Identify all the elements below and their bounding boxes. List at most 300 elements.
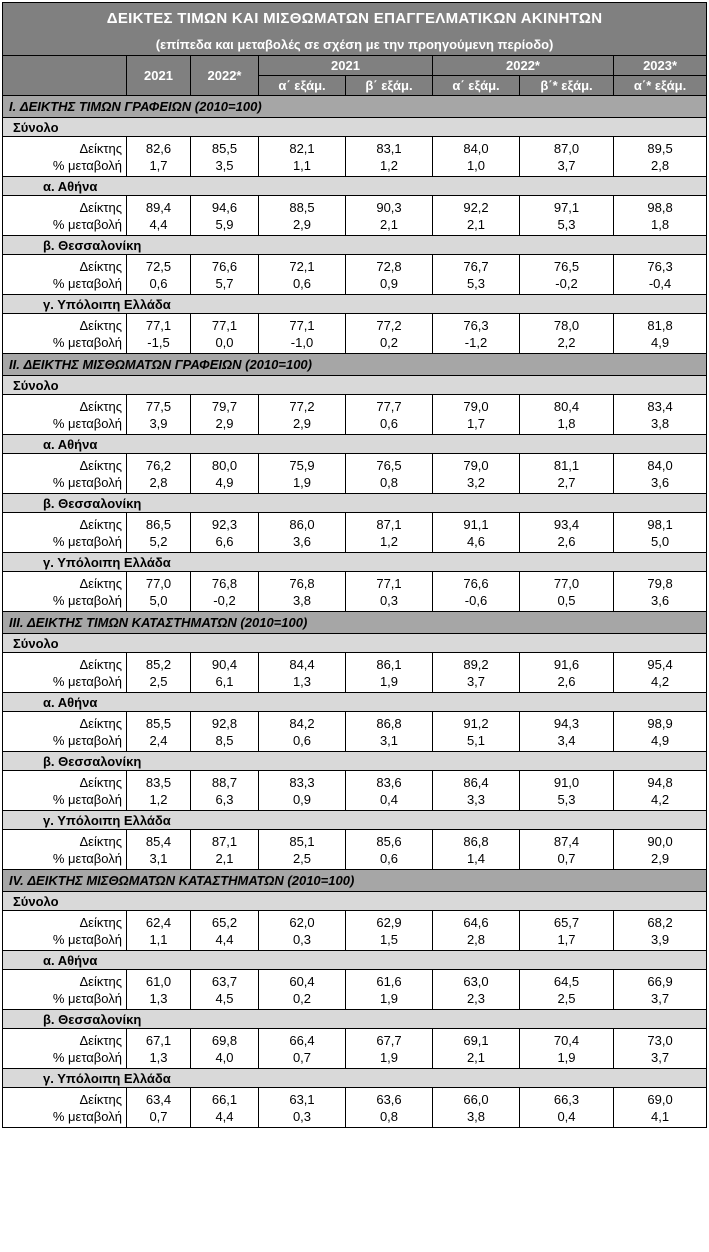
value-cell: 2,9 bbox=[191, 415, 259, 435]
value-cell: 3,8 bbox=[259, 592, 346, 612]
value-cell: 87,1 bbox=[191, 830, 259, 851]
row-label: Δείκτης bbox=[3, 911, 127, 932]
value-cell: 92,8 bbox=[191, 712, 259, 733]
value-cell: 0,7 bbox=[520, 850, 614, 870]
value-cell: 78,0 bbox=[520, 314, 614, 335]
value-cell: 1,9 bbox=[346, 990, 433, 1010]
change-row bbox=[3, 791, 707, 811]
header-group-2022: 2022* bbox=[433, 56, 614, 76]
row-label: Δείκτης bbox=[3, 653, 127, 674]
value-cell: 89,2 bbox=[433, 653, 520, 674]
value-cell: 85,1 bbox=[259, 830, 346, 851]
value-cell: 8,5 bbox=[191, 732, 259, 752]
value-cell: 5,3 bbox=[433, 275, 520, 295]
value-cell: 2,3 bbox=[433, 990, 520, 1010]
value-cell: 3,6 bbox=[259, 533, 346, 553]
value-cell: 66,3 bbox=[520, 1088, 614, 1109]
value-cell: 1,8 bbox=[520, 415, 614, 435]
index-row bbox=[3, 314, 707, 335]
value-cell: 94,3 bbox=[520, 712, 614, 733]
row-label: Δείκτης bbox=[3, 137, 127, 158]
value-cell: 3,8 bbox=[433, 1108, 520, 1128]
region-name: α. Αθήνα bbox=[3, 693, 707, 712]
value-cell: 1,7 bbox=[127, 157, 191, 177]
row-label: % μεταβολή bbox=[3, 157, 127, 177]
value-cell: 88,5 bbox=[259, 196, 346, 217]
value-cell: 85,2 bbox=[127, 653, 191, 674]
index-row bbox=[3, 1029, 707, 1050]
value-cell: 4,0 bbox=[191, 1049, 259, 1069]
row-label: Δείκτης bbox=[3, 196, 127, 217]
value-cell: 87,4 bbox=[520, 830, 614, 851]
value-cell: 0,4 bbox=[346, 791, 433, 811]
value-cell: -1,0 bbox=[259, 334, 346, 354]
value-cell: 91,0 bbox=[520, 771, 614, 792]
change-row bbox=[3, 1049, 707, 1069]
value-cell: 90,0 bbox=[614, 830, 707, 851]
value-cell: 63,1 bbox=[259, 1088, 346, 1109]
value-cell: 5,0 bbox=[127, 592, 191, 612]
change-row bbox=[3, 850, 707, 870]
value-cell: 1,8 bbox=[614, 216, 707, 236]
value-cell: 2,8 bbox=[614, 157, 707, 177]
value-cell: 89,5 bbox=[614, 137, 707, 158]
value-cell: 77,5 bbox=[127, 395, 191, 416]
value-cell: 2,4 bbox=[127, 732, 191, 752]
value-cell: 0,5 bbox=[520, 592, 614, 612]
value-cell: 0,2 bbox=[346, 334, 433, 354]
value-cell: 85,6 bbox=[346, 830, 433, 851]
value-cell: 0,6 bbox=[259, 732, 346, 752]
index-row bbox=[3, 911, 707, 932]
value-cell: 79,0 bbox=[433, 395, 520, 416]
row-label: Δείκτης bbox=[3, 395, 127, 416]
value-cell: 72,1 bbox=[259, 255, 346, 276]
header-year-2021: 2021 bbox=[127, 56, 191, 96]
change-row bbox=[3, 592, 707, 612]
value-cell: 98,9 bbox=[614, 712, 707, 733]
value-cell: 0,6 bbox=[259, 275, 346, 295]
row-label: % μεταβολή bbox=[3, 415, 127, 435]
value-cell: 76,5 bbox=[346, 454, 433, 475]
region-row bbox=[3, 553, 707, 572]
change-row bbox=[3, 673, 707, 693]
row-label: Δείκτης bbox=[3, 771, 127, 792]
value-cell: 70,4 bbox=[520, 1029, 614, 1050]
value-cell: 1,4 bbox=[433, 850, 520, 870]
region-row bbox=[3, 118, 707, 137]
change-row bbox=[3, 334, 707, 354]
change-row bbox=[3, 275, 707, 295]
region-name: γ. Υπόλοιπη Ελλάδα bbox=[3, 553, 707, 572]
row-label: Δείκτης bbox=[3, 255, 127, 276]
value-cell: 85,4 bbox=[127, 830, 191, 851]
region-name: α. Αθήνα bbox=[3, 951, 707, 970]
value-cell: 97,1 bbox=[520, 196, 614, 217]
section-row bbox=[3, 354, 707, 376]
value-cell: 76,6 bbox=[191, 255, 259, 276]
value-cell: 64,5 bbox=[520, 970, 614, 991]
row-label: % μεταβολή bbox=[3, 474, 127, 494]
table-body bbox=[3, 96, 707, 1128]
value-cell: 66,4 bbox=[259, 1029, 346, 1050]
value-cell: 94,6 bbox=[191, 196, 259, 217]
row-label: Δείκτης bbox=[3, 970, 127, 991]
value-cell: 4,4 bbox=[191, 1108, 259, 1128]
value-cell: 1,9 bbox=[259, 474, 346, 494]
value-cell: 3,1 bbox=[346, 732, 433, 752]
value-cell: 75,9 bbox=[259, 454, 346, 475]
value-cell: 66,0 bbox=[433, 1088, 520, 1109]
price-index-table-container bbox=[2, 2, 706, 1128]
row-label: Δείκτης bbox=[3, 572, 127, 593]
region-row bbox=[3, 494, 707, 513]
header-group-2021: 2021 bbox=[259, 56, 433, 76]
value-cell: 62,9 bbox=[346, 911, 433, 932]
value-cell: 2,9 bbox=[259, 415, 346, 435]
value-cell: 4,4 bbox=[191, 931, 259, 951]
value-cell: 1,3 bbox=[127, 1049, 191, 1069]
table-subtitle: (επίπεδα και μεταβολές σε σχέση με την προηγούμενη περίοδο) bbox=[3, 33, 707, 56]
value-cell: 83,5 bbox=[127, 771, 191, 792]
value-cell: 61,6 bbox=[346, 970, 433, 991]
value-cell: 84,0 bbox=[433, 137, 520, 158]
row-label: Δείκτης bbox=[3, 830, 127, 851]
header-h2-2021: β΄ εξάμ. bbox=[346, 76, 433, 96]
index-row bbox=[3, 255, 707, 276]
value-cell: 83,3 bbox=[259, 771, 346, 792]
value-cell: 1,2 bbox=[346, 157, 433, 177]
value-cell: 76,3 bbox=[433, 314, 520, 335]
region-name: Σύνολο bbox=[3, 376, 707, 395]
value-cell: 98,1 bbox=[614, 513, 707, 534]
value-cell: 1,9 bbox=[346, 673, 433, 693]
value-cell: 64,6 bbox=[433, 911, 520, 932]
value-cell: 1,1 bbox=[127, 931, 191, 951]
value-cell: 84,4 bbox=[259, 653, 346, 674]
value-cell: 5,3 bbox=[520, 216, 614, 236]
value-cell: 76,5 bbox=[520, 255, 614, 276]
table-title: ΔΕΙΚΤΕΣ ΤΙΜΩΝ ΚΑΙ ΜΙΣΘΩΜΑΤΩΝ ΕΠΑΓΓΕΛΜΑΤΙΚΩΝ ΑΚΙΝΗΤΩΝ bbox=[3, 3, 707, 34]
value-cell: 1,9 bbox=[520, 1049, 614, 1069]
value-cell: 3,7 bbox=[614, 1049, 707, 1069]
value-cell: 73,0 bbox=[614, 1029, 707, 1050]
value-cell: 0,3 bbox=[346, 592, 433, 612]
value-cell: 82,1 bbox=[259, 137, 346, 158]
value-cell: 77,0 bbox=[520, 572, 614, 593]
index-row bbox=[3, 513, 707, 534]
value-cell: 86,8 bbox=[346, 712, 433, 733]
value-cell: 0,7 bbox=[127, 1108, 191, 1128]
region-row bbox=[3, 295, 707, 314]
row-label: % μεταβολή bbox=[3, 732, 127, 752]
value-cell: 0,2 bbox=[259, 990, 346, 1010]
value-cell: 0,8 bbox=[346, 1108, 433, 1128]
row-label: % μεταβολή bbox=[3, 791, 127, 811]
value-cell: -0,2 bbox=[520, 275, 614, 295]
value-cell: 4,5 bbox=[191, 990, 259, 1010]
value-cell: 87,1 bbox=[346, 513, 433, 534]
header-h2-2022: β΄* εξάμ. bbox=[520, 76, 614, 96]
region-name: β. Θεσσαλονίκη bbox=[3, 752, 707, 771]
value-cell: 61,0 bbox=[127, 970, 191, 991]
value-cell: 0,7 bbox=[259, 1049, 346, 1069]
value-cell: 62,0 bbox=[259, 911, 346, 932]
index-row bbox=[3, 771, 707, 792]
index-row bbox=[3, 970, 707, 991]
price-index-table bbox=[2, 2, 707, 1128]
row-label: % μεταβολή bbox=[3, 1108, 127, 1128]
value-cell: 6,1 bbox=[191, 673, 259, 693]
region-row bbox=[3, 376, 707, 395]
value-cell: 76,7 bbox=[433, 255, 520, 276]
region-name: γ. Υπόλοιπη Ελλάδα bbox=[3, 811, 707, 830]
value-cell: 68,2 bbox=[614, 911, 707, 932]
value-cell: 5,2 bbox=[127, 533, 191, 553]
region-name: γ. Υπόλοιπη Ελλάδα bbox=[3, 295, 707, 314]
value-cell: 0,9 bbox=[346, 275, 433, 295]
value-cell: 84,2 bbox=[259, 712, 346, 733]
value-cell: 2,7 bbox=[520, 474, 614, 494]
value-cell: 4,9 bbox=[191, 474, 259, 494]
value-cell: 77,1 bbox=[127, 314, 191, 335]
value-cell: 89,4 bbox=[127, 196, 191, 217]
value-cell: 81,8 bbox=[614, 314, 707, 335]
value-cell: 0,3 bbox=[259, 931, 346, 951]
value-cell: 93,4 bbox=[520, 513, 614, 534]
value-cell: -1,2 bbox=[433, 334, 520, 354]
value-cell: 2,6 bbox=[520, 673, 614, 693]
value-cell: 3,6 bbox=[614, 592, 707, 612]
value-cell: 63,0 bbox=[433, 970, 520, 991]
value-cell: 3,8 bbox=[614, 415, 707, 435]
value-cell: 63,6 bbox=[346, 1088, 433, 1109]
region-name: Σύνολο bbox=[3, 634, 707, 653]
section-row bbox=[3, 612, 707, 634]
value-cell: 4,9 bbox=[614, 334, 707, 354]
value-cell: 88,7 bbox=[191, 771, 259, 792]
value-cell: 77,0 bbox=[127, 572, 191, 593]
value-cell: 66,1 bbox=[191, 1088, 259, 1109]
index-row bbox=[3, 196, 707, 217]
value-cell: 2,1 bbox=[433, 216, 520, 236]
row-label: Δείκτης bbox=[3, 454, 127, 475]
row-label: % μεταβολή bbox=[3, 533, 127, 553]
row-label: % μεταβολή bbox=[3, 1049, 127, 1069]
value-cell: 86,8 bbox=[433, 830, 520, 851]
header-group-2023: 2023* bbox=[614, 56, 707, 76]
value-cell: 86,1 bbox=[346, 653, 433, 674]
section-title: I. ΔΕΙΚΤΗΣ ΤΙΜΩΝ ΓΡΑΦΕΙΩΝ (2010=100) bbox=[3, 96, 707, 118]
value-cell: 0,0 bbox=[191, 334, 259, 354]
row-label: % μεταβολή bbox=[3, 931, 127, 951]
row-label: Δείκτης bbox=[3, 1088, 127, 1109]
value-cell: 3,5 bbox=[191, 157, 259, 177]
value-cell: 76,3 bbox=[614, 255, 707, 276]
value-cell: 85,5 bbox=[191, 137, 259, 158]
value-cell: 3,9 bbox=[614, 931, 707, 951]
value-cell: 3,4 bbox=[520, 732, 614, 752]
header-h1-2021: α΄ εξάμ. bbox=[259, 76, 346, 96]
value-cell: 6,3 bbox=[191, 791, 259, 811]
index-row bbox=[3, 137, 707, 158]
row-label: % μεταβολή bbox=[3, 990, 127, 1010]
value-cell: 90,3 bbox=[346, 196, 433, 217]
value-cell: 3,7 bbox=[433, 673, 520, 693]
value-cell: -0,6 bbox=[433, 592, 520, 612]
value-cell: 77,2 bbox=[259, 395, 346, 416]
index-row bbox=[3, 572, 707, 593]
value-cell: 76,6 bbox=[433, 572, 520, 593]
region-row bbox=[3, 435, 707, 454]
region-row bbox=[3, 236, 707, 255]
value-cell: 4,4 bbox=[127, 216, 191, 236]
value-cell: 66,9 bbox=[614, 970, 707, 991]
value-cell: 69,1 bbox=[433, 1029, 520, 1050]
value-cell: 72,5 bbox=[127, 255, 191, 276]
value-cell: 67,1 bbox=[127, 1029, 191, 1050]
value-cell: 0,9 bbox=[259, 791, 346, 811]
value-cell: 2,8 bbox=[433, 931, 520, 951]
value-cell: 83,1 bbox=[346, 137, 433, 158]
value-cell: 84,0 bbox=[614, 454, 707, 475]
value-cell: 2,9 bbox=[614, 850, 707, 870]
value-cell: 79,8 bbox=[614, 572, 707, 593]
value-cell: 3,6 bbox=[614, 474, 707, 494]
value-cell: 69,8 bbox=[191, 1029, 259, 1050]
value-cell: 5,0 bbox=[614, 533, 707, 553]
section-title: III. ΔΕΙΚΤΗΣ ΤΙΜΩΝ ΚΑΤΑΣΤΗΜΑΤΩΝ (2010=100) bbox=[3, 612, 707, 634]
value-cell: 3,3 bbox=[433, 791, 520, 811]
region-row bbox=[3, 693, 707, 712]
region-name: γ. Υπόλοιπη Ελλάδα bbox=[3, 1069, 707, 1088]
value-cell: 79,7 bbox=[191, 395, 259, 416]
value-cell: 87,0 bbox=[520, 137, 614, 158]
value-cell: 65,2 bbox=[191, 911, 259, 932]
value-cell: 63,4 bbox=[127, 1088, 191, 1109]
value-cell: 2,1 bbox=[346, 216, 433, 236]
value-cell: 92,3 bbox=[191, 513, 259, 534]
value-cell: 77,2 bbox=[346, 314, 433, 335]
value-cell: 90,4 bbox=[191, 653, 259, 674]
value-cell: 65,7 bbox=[520, 911, 614, 932]
value-cell: 69,0 bbox=[614, 1088, 707, 1109]
region-name: α. Αθήνα bbox=[3, 177, 707, 196]
value-cell: 3,2 bbox=[433, 474, 520, 494]
row-label: Δείκτης bbox=[3, 712, 127, 733]
value-cell: 2,6 bbox=[520, 533, 614, 553]
header-h1-2023: α΄* εξάμ. bbox=[614, 76, 707, 96]
value-cell: 1,2 bbox=[127, 791, 191, 811]
change-row bbox=[3, 1108, 707, 1128]
value-cell: 2,1 bbox=[191, 850, 259, 870]
row-label: % μεταβολή bbox=[3, 592, 127, 612]
value-cell: 4,2 bbox=[614, 791, 707, 811]
value-cell: 91,6 bbox=[520, 653, 614, 674]
value-cell: 83,4 bbox=[614, 395, 707, 416]
change-row bbox=[3, 216, 707, 236]
change-row bbox=[3, 474, 707, 494]
value-cell: 98,8 bbox=[614, 196, 707, 217]
index-row bbox=[3, 830, 707, 851]
value-cell: 3,1 bbox=[127, 850, 191, 870]
region-name: Σύνολο bbox=[3, 892, 707, 911]
value-cell: 83,6 bbox=[346, 771, 433, 792]
index-row bbox=[3, 653, 707, 674]
value-cell: 0,3 bbox=[259, 1108, 346, 1128]
value-cell: 60,4 bbox=[259, 970, 346, 991]
section-title: II. ΔΕΙΚΤΗΣ ΜΙΣΘΩΜΑΤΩΝ ΓΡΑΦΕΙΩΝ (2010=100) bbox=[3, 354, 707, 376]
region-name: α. Αθήνα bbox=[3, 435, 707, 454]
value-cell: 77,1 bbox=[259, 314, 346, 335]
value-cell: -0,2 bbox=[191, 592, 259, 612]
row-label: Δείκτης bbox=[3, 314, 127, 335]
value-cell: -0,4 bbox=[614, 275, 707, 295]
region-row bbox=[3, 634, 707, 653]
value-cell: 4,6 bbox=[433, 533, 520, 553]
region-row bbox=[3, 1010, 707, 1029]
value-cell: 77,1 bbox=[346, 572, 433, 593]
row-label: % μεταβολή bbox=[3, 850, 127, 870]
value-cell: 76,2 bbox=[127, 454, 191, 475]
section-row bbox=[3, 870, 707, 892]
value-cell: 0,6 bbox=[346, 850, 433, 870]
index-row bbox=[3, 454, 707, 475]
value-cell: 2,9 bbox=[259, 216, 346, 236]
region-row bbox=[3, 892, 707, 911]
value-cell: 91,1 bbox=[433, 513, 520, 534]
value-cell: 5,9 bbox=[191, 216, 259, 236]
value-cell: 80,0 bbox=[191, 454, 259, 475]
section-title: IV. ΔΕΙΚΤΗΣ ΜΙΣΘΩΜΑΤΩΝ ΚΑΤΑΣΤΗΜΑΤΩΝ (2010=100) bbox=[3, 870, 707, 892]
value-cell: 1,3 bbox=[259, 673, 346, 693]
value-cell: 76,8 bbox=[191, 572, 259, 593]
value-cell: 1,1 bbox=[259, 157, 346, 177]
row-label: % μεταβολή bbox=[3, 216, 127, 236]
region-row bbox=[3, 177, 707, 196]
value-cell: 80,4 bbox=[520, 395, 614, 416]
region-name: Σύνολο bbox=[3, 118, 707, 137]
row-label: % μεταβολή bbox=[3, 673, 127, 693]
value-cell: 2,8 bbox=[127, 474, 191, 494]
value-cell: 2,5 bbox=[127, 673, 191, 693]
value-cell: 3,7 bbox=[614, 990, 707, 1010]
value-cell: 1,7 bbox=[433, 415, 520, 435]
region-row bbox=[3, 1069, 707, 1088]
region-name: β. Θεσσαλονίκη bbox=[3, 494, 707, 513]
value-cell: 1,0 bbox=[433, 157, 520, 177]
value-cell: 4,9 bbox=[614, 732, 707, 752]
value-cell: 2,1 bbox=[433, 1049, 520, 1069]
row-label: Δείκτης bbox=[3, 513, 127, 534]
value-cell: 85,5 bbox=[127, 712, 191, 733]
region-name: β. Θεσσαλονίκη bbox=[3, 236, 707, 255]
value-cell: 67,7 bbox=[346, 1029, 433, 1050]
region-name: β. Θεσσαλονίκη bbox=[3, 1010, 707, 1029]
header-year-2022: 2022* bbox=[191, 56, 259, 96]
value-cell: 3,7 bbox=[520, 157, 614, 177]
value-cell: 1,2 bbox=[346, 533, 433, 553]
value-cell: 86,5 bbox=[127, 513, 191, 534]
value-cell: 1,9 bbox=[346, 1049, 433, 1069]
index-row bbox=[3, 1088, 707, 1109]
value-cell: 0,4 bbox=[520, 1108, 614, 1128]
value-cell: 72,8 bbox=[346, 255, 433, 276]
value-cell: 6,6 bbox=[191, 533, 259, 553]
row-label: % μεταβολή bbox=[3, 334, 127, 354]
value-cell: 5,3 bbox=[520, 791, 614, 811]
value-cell: 2,5 bbox=[520, 990, 614, 1010]
